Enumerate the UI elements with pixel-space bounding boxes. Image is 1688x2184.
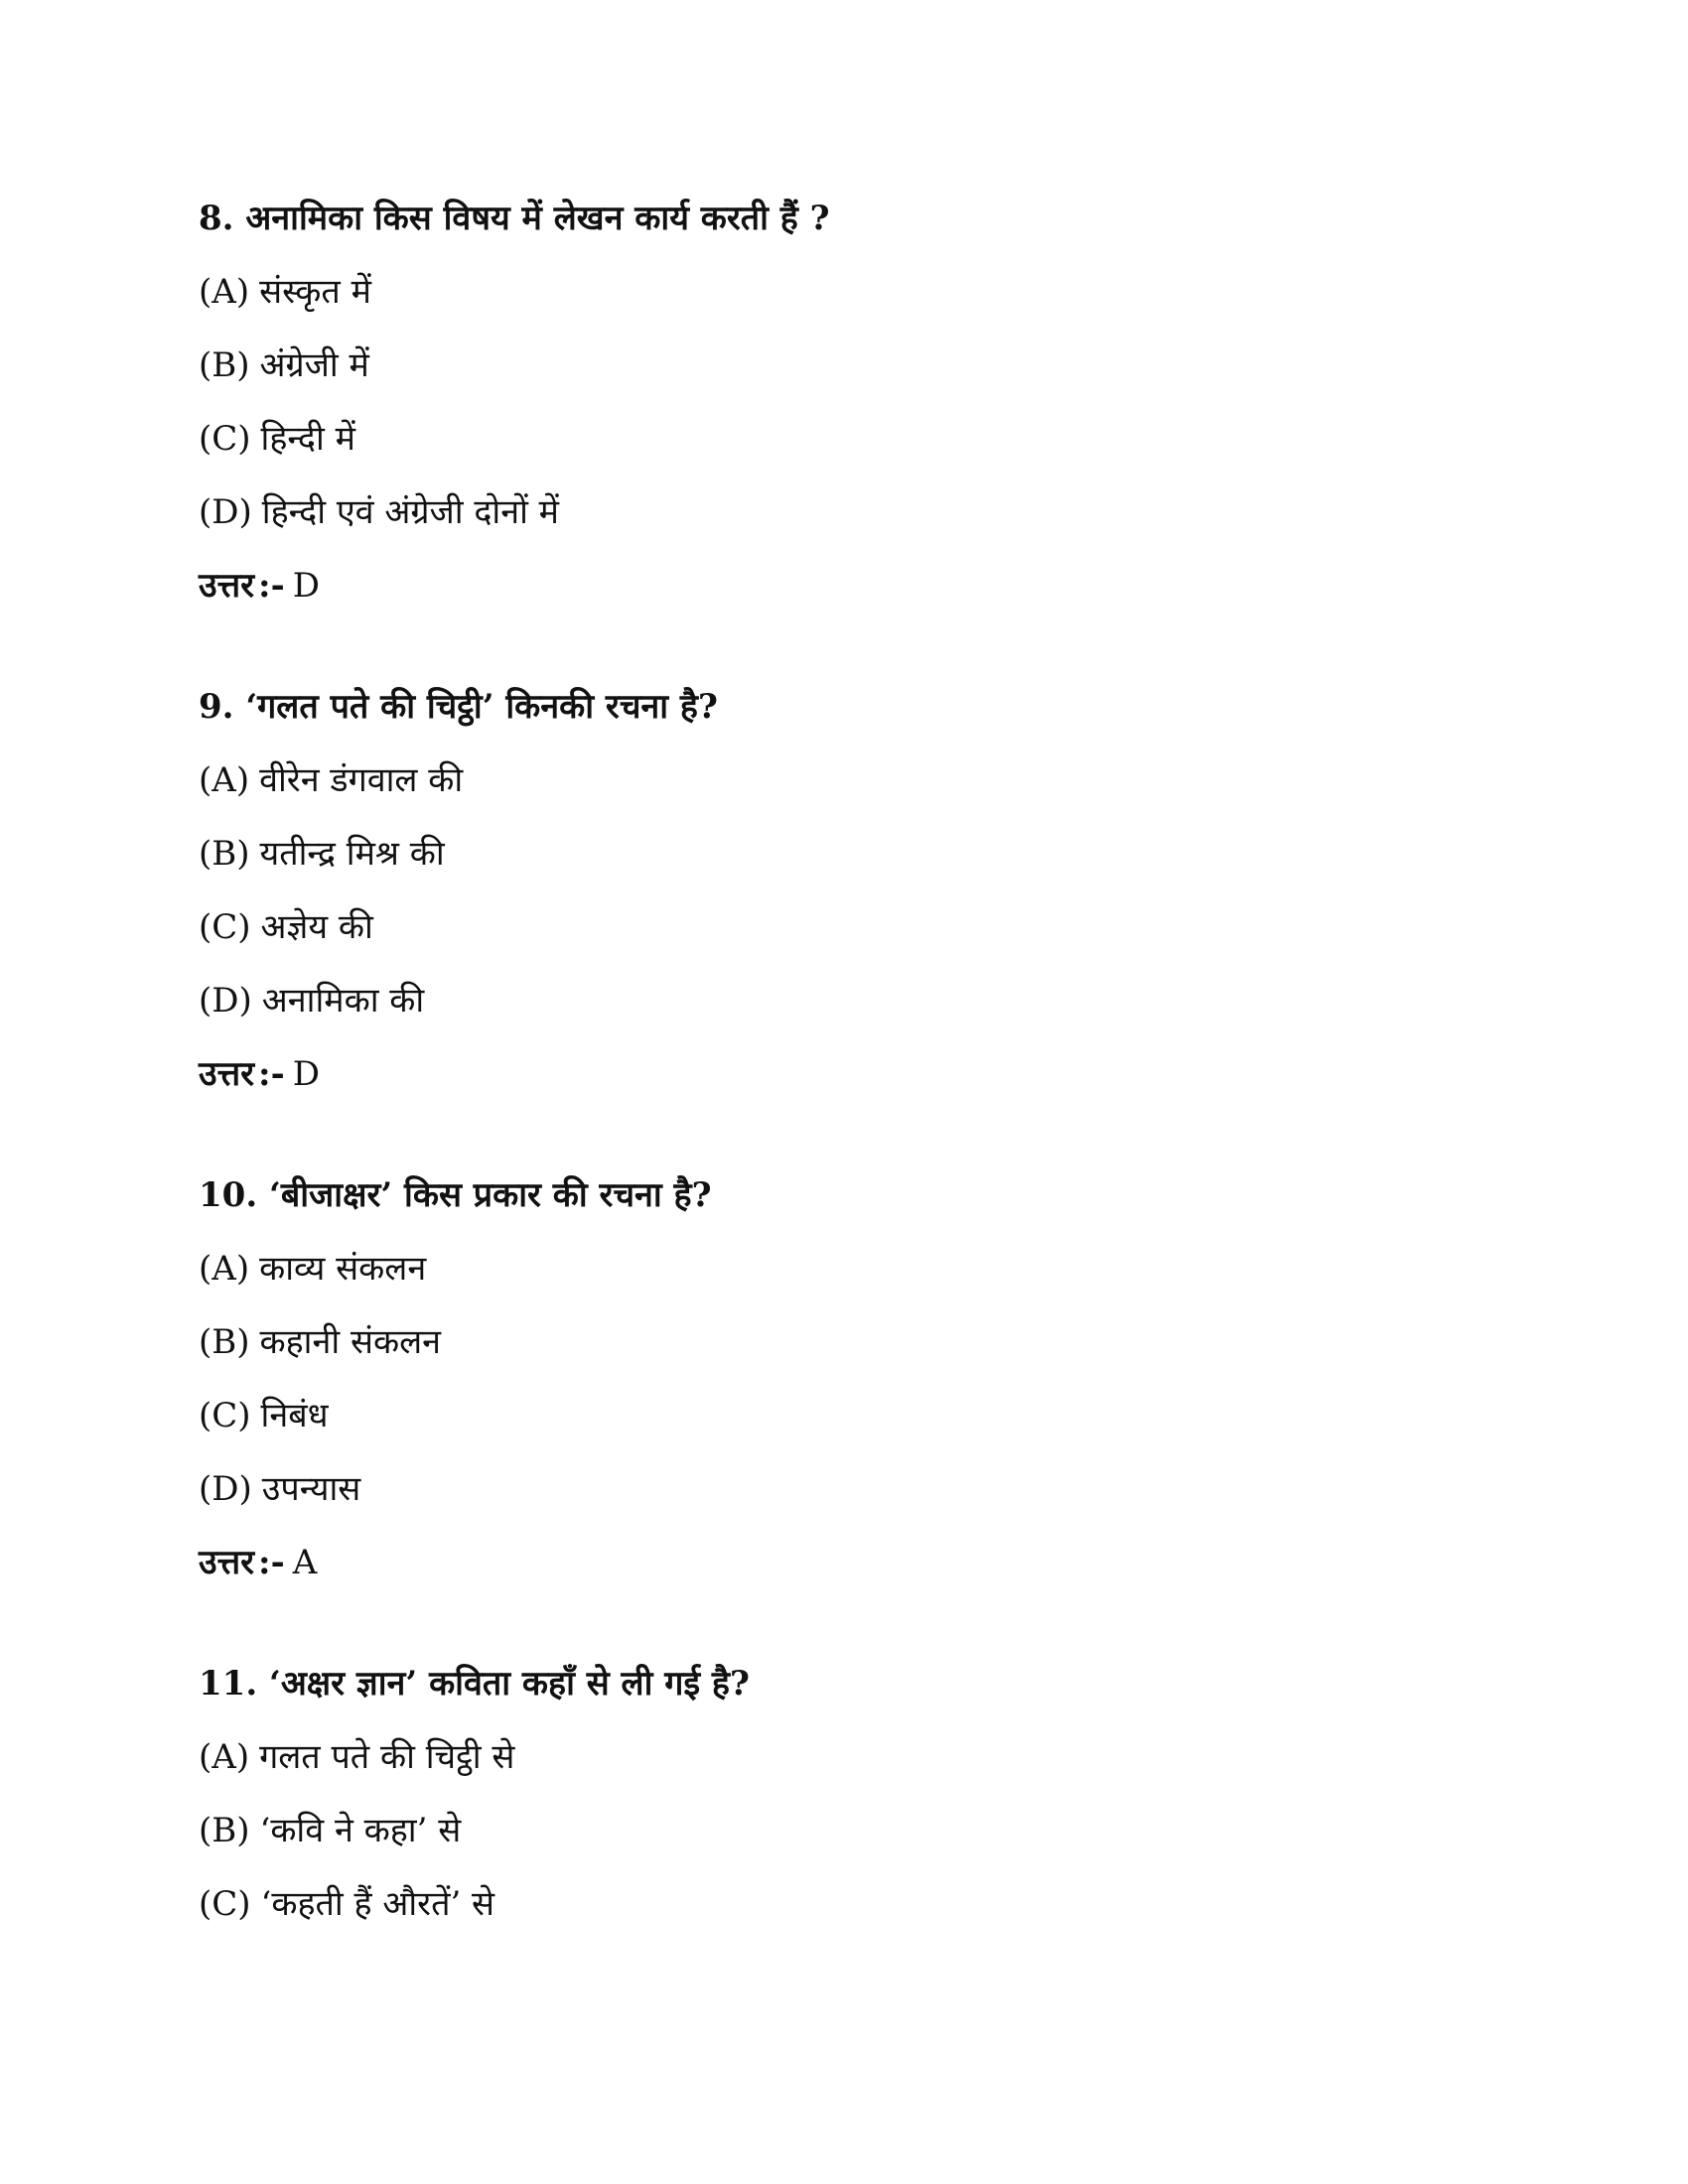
option-label: (D) [199,1469,252,1509]
option-text: कहानी संकलन [259,1322,441,1362]
option-label: (C) [199,419,251,459]
answer-label: उत्तर [199,566,255,606]
option-text: काव्य संकलन [259,1249,427,1289]
option-text: गलत पते की चिट्ठी से [259,1737,515,1777]
question-text: 8. अनामिका किस विषय में लेखन कार्य करती हैं ? [199,199,830,238]
option-c [199,1386,1489,1445]
option-a [199,1727,1489,1787]
option-a [199,751,1489,810]
option-text: वीरेन डंगवाल की [259,760,464,800]
option-label: (A) [199,1737,250,1777]
option-text: संस्कृत में [259,272,371,312]
answer-line [199,556,1489,615]
answer-label: उत्तर [199,1543,255,1582]
option-text: यतीन्द्र मिश्र की [259,834,445,874]
answer-value: A [292,1543,318,1582]
option-a [199,1239,1489,1298]
answer-separator: :- [258,1054,285,1094]
answer-value: D [292,1054,320,1094]
option-text: निबंध [260,1396,329,1435]
option-label: (C) [199,1884,251,1924]
option-label: (A) [199,272,250,312]
option-text: ‘कहती हैं औरतें’ से [260,1884,495,1924]
option-label: (A) [199,1249,250,1289]
question-text: 10. ‘बीजाक्षर’ किस प्रकार की रचना है? [199,1175,712,1215]
option-text: हिन्दी एवं अंग्रेजी दोनों में [261,492,560,532]
option-a [199,262,1489,322]
option-text: अंग्रेजी में [259,345,369,385]
option-label: (A) [199,760,250,800]
option-d [199,971,1489,1030]
question-text: 9. ‘गलत पते की चिट्ठी’ किनकी रचना है? [199,687,718,727]
option-label: (D) [199,492,252,532]
answer-line [199,1533,1489,1592]
answer-label: उत्तर [199,1054,255,1094]
option-text: ‘कवि ने कहा’ से [259,1811,462,1850]
answer-separator: :- [258,566,285,606]
option-label: (B) [199,834,250,874]
option-d [199,1459,1489,1519]
option-text: अनामिका की [261,981,425,1021]
question-text: 11. ‘अक्षर ज्ञान’ कविता कहाँ से ली गई है? [199,1664,750,1704]
option-text: हिन्दी में [260,419,355,459]
question-block-11 [199,1654,1489,1934]
option-c [199,409,1489,469]
option-text: उपन्यास [261,1469,361,1509]
answer-separator: :- [258,1543,285,1582]
option-label: (D) [199,981,252,1021]
question-block-10 [199,1165,1489,1592]
option-b [199,1801,1489,1860]
option-c [199,1874,1489,1934]
option-label: (B) [199,345,250,385]
answer-value: D [292,566,320,606]
option-b [199,336,1489,395]
option-label: (C) [199,1396,251,1435]
option-text: अज्ञेय की [260,907,373,947]
question-block-9 [199,677,1489,1104]
option-label: (B) [199,1322,250,1362]
document-page [199,189,1489,1995]
option-b [199,824,1489,884]
question-block-8 [199,189,1489,615]
answer-line [199,1044,1489,1104]
option-d [199,482,1489,542]
option-label: (C) [199,907,251,947]
option-c [199,897,1489,957]
option-label: (B) [199,1811,250,1850]
option-b [199,1312,1489,1372]
